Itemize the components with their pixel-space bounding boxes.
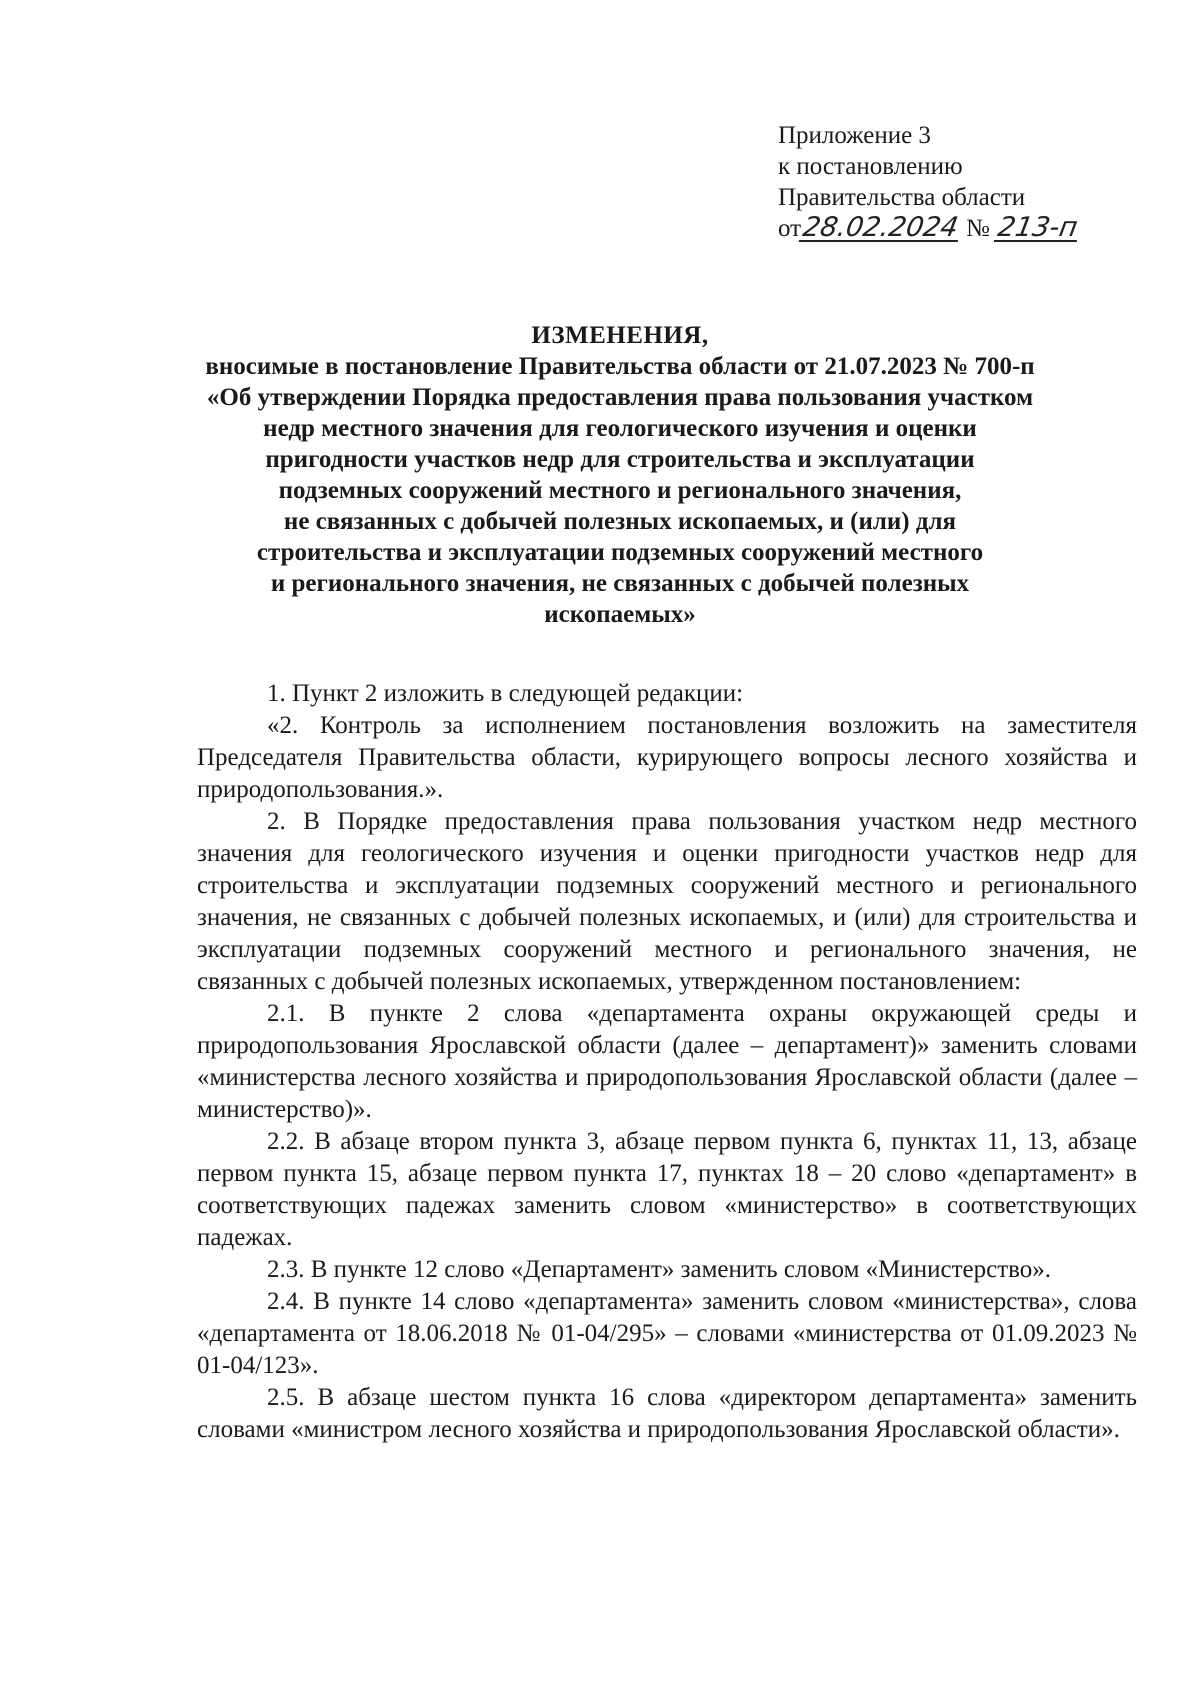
attachment-line-2: к постановлению [778, 153, 963, 180]
title-line: «Об утверждении Порядка предоставления права пользования участком [206, 384, 1034, 411]
paragraph-1: 1. Пункт 2 изложить в следующей редакции: [267, 680, 744, 707]
title-line: и регионального значения, не связанных с добычей полезных [270, 570, 970, 597]
paragraph-2-1: 2.1. В пункте 2 слова «департамента охраны окружающей среды и природопользования Ярославской области (далее – департамент)» заменить словами «министерства лесного хозяйства и природопользования Ярославской области (далее – министерство)». [197, 1000, 1137, 1123]
attachment-date-line [778, 213, 1079, 244]
attachment-line-3: Правительства области [778, 184, 1026, 211]
paragraph-2-5: 2.5. В абзаце шестом пункта 16 слова «директором департамента» заменить словами «министром лесного хозяйства и природопользования Ярославской области». [197, 1384, 1137, 1443]
title-line: недр местного значения для геологического изучения и оценки [263, 415, 977, 442]
handwritten-date: 28.02.2024 [800, 212, 961, 243]
paragraph-2-2: 2.2. В абзаце втором пункта 3, абзаце первом пункта 6, пунктах 11, 13, абзаце первом пункта 15, абзаце первом пункта 17, пунктах 18 – 20 слово «департамент» в соответствующих падежах заменить словом «министерство» в соответствующих падежах. [197, 1128, 1137, 1251]
document-title [180, 320, 1060, 630]
title-line: вносимые в постановление Правительства области от 21.07.2023 № 700-п [205, 353, 1035, 380]
paragraph-quote: «2. Контроль за исполнением постановления возложить на заместителя Председателя Правительства области, курирующего вопросы лесного хозяйства и природопользования.». [197, 712, 1137, 803]
attachment-header [778, 120, 1079, 244]
title-line: не связанных с добычей полезных ископаемых, и (или) для [283, 508, 957, 535]
document-body [197, 678, 1137, 1446]
handwritten-number: 213-п [995, 212, 1080, 243]
title-line: пригодности участков недр для строительства и эксплуатации [265, 446, 975, 473]
paragraph-2: 2. В Порядке предоставления права пользования участком недр местного значения для геологического изучения и оценки пригодности участков недр для строительства и эксплуатации подземных сооружений местного и регионального значения, не связанных с добычей полезных ископаемых, и (или) для строительства и эксплуатации подземных сооружений местного и регионального значения, не связанных с добычей полезных ископаемых, утвержденном постановлением: [197, 808, 1137, 995]
title-line: строительства и эксплуатации подземных сооружений местного [256, 539, 984, 566]
date-prefix: от [778, 215, 802, 242]
attachment-line-1: Приложение 3 [778, 122, 931, 149]
paragraph-2-3: 2.3. В пункте 12 слово «Департамент» заменить словом «Министерство». [267, 1256, 1052, 1283]
paragraph-2-4: 2.4. В пункте 14 слово «департамента» заменить словом «министерства», слова «департамента от 18.06.2018 № 01-04/295» – словами «министерства от 01.09.2023 № 01-04/123». [197, 1288, 1137, 1379]
title-main: ИЗМЕНЕНИЯ, [531, 322, 709, 349]
title-line: ископаемых» [544, 601, 696, 628]
number-sign: № [965, 215, 990, 242]
title-line: подземных сооружений местного и регионального значения, [278, 477, 962, 504]
